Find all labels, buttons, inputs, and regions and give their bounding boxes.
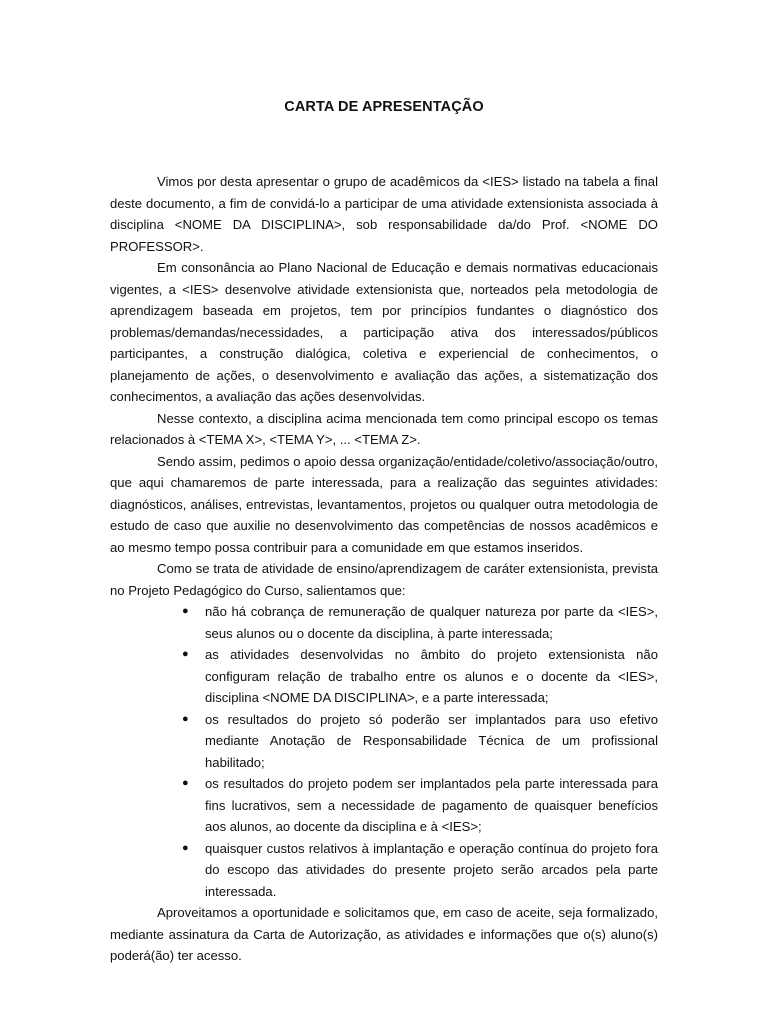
list-item-text: os resultados do projeto só poderão ser implantados para uso efetivo mediante Anotação de Responsabilidade Técnica de um profissional habilitado; bbox=[205, 711, 658, 770]
conditions-list bbox=[110, 601, 658, 902]
list-item-text: as atividades desenvolvidas no âmbito do projeto extensionista não configuram relação de trabalho entre os alunos e o docente da <IES>, disciplina <NOME DA DISCIPLINA>, e a parte interessada; bbox=[205, 647, 658, 705]
paragraph-request: Sendo assim, pedimos o apoio dessa organização/entidade/coletivo/associação/outro, que aqui chamaremos de parte interessada, para a realização das seguintes atividades: diagnósticos, análises, entrevistas, levantamentos, projetos ou qualquer outra metodologia de estudo de caso que auxilie no desenvolvimento das competências de nossos acadêmicos e ao mesmo tempo possa contribuir para a comunidade em que estamos inseridos. bbox=[110, 453, 658, 555]
list-item bbox=[110, 644, 658, 709]
list-item-text: quaisquer custos relativos à implantação e operação contínua do projeto fora do escopo das atividades do presente projeto serão arcados pela parte interessada. bbox=[205, 840, 658, 899]
list-item bbox=[110, 838, 658, 903]
paragraph-intro: Vimos por desta apresentar o grupo de acadêmicos da <IES> listado na tabela a final deste documento, a fim de convidá-lo a participar de uma atividade extensionista associada à disciplina <NOME DA DISCIPLINA>, sob responsabilidade da/do Prof. <NOME DO PROFESSOR>. bbox=[110, 174, 658, 254]
bullet-dot-icon: ● bbox=[182, 712, 189, 725]
bullet-dot-icon: ● bbox=[182, 841, 189, 854]
document-title: CARTA DE APRESENTAÇÃO bbox=[284, 99, 484, 115]
paragraph-scope: Nesse contexto, a disciplina acima mencionada tem como principal escopo os temas relacionados à <TEMA X>, <TEMA Y>, ... <TEMA Z>. bbox=[110, 410, 658, 447]
list-item bbox=[110, 773, 658, 838]
paragraph-context-pne: Em consonância ao Plano Nacional de Educação e demais normativas educacionais vigentes, a <IES> desenvolve atividade extensionista que, norteados pela metodologia de aprendizagem baseada em projetos, tem por princípios fundantes o diagnóstico dos problemas/demandas/necessidades, a participação ativa dos interessados/públicos participantes, a construção dialógica, coletiva e experiencial de conhecimentos, o planejamento de ações, o desenvolvimento e avaliação das ações, a sistematização dos conhecimentos, a avaliação das ações desenvolvidas. bbox=[110, 260, 658, 404]
list-item-text: não há cobrança de remuneração de qualquer natureza por parte da <IES>, seus alunos ou o docente da disciplina, à parte interessada; bbox=[205, 604, 658, 641]
document-body bbox=[110, 171, 658, 967]
paragraph-closing: Aproveitamos a oportunidade e solicitamos que, em caso de aceite, seja formalizado, mediante assinatura da Carta de Autorização, as atividades e informações que o(s) aluno(s) poderá(ão) ter acesso. bbox=[110, 905, 658, 963]
list-item bbox=[110, 601, 658, 644]
list-item bbox=[110, 709, 658, 774]
bullet-dot-icon: ● bbox=[182, 605, 189, 617]
paragraph-list-intro: Como se trata de atividade de ensino/aprendizagem de caráter extensionista, prevista no Projeto Pedagógico do Curso, salientamos que: bbox=[110, 561, 658, 598]
list-item-text: os resultados do projeto podem ser implantados pela parte interessada para fins lucrativos, sem a necessidade de pagamento de quaisquer benefícios aos alunos, ao docente da disciplina e à <IES>; bbox=[205, 776, 658, 834]
bullet-dot-icon: ● bbox=[182, 777, 189, 789]
bullet-dot-icon: ● bbox=[182, 648, 189, 660]
